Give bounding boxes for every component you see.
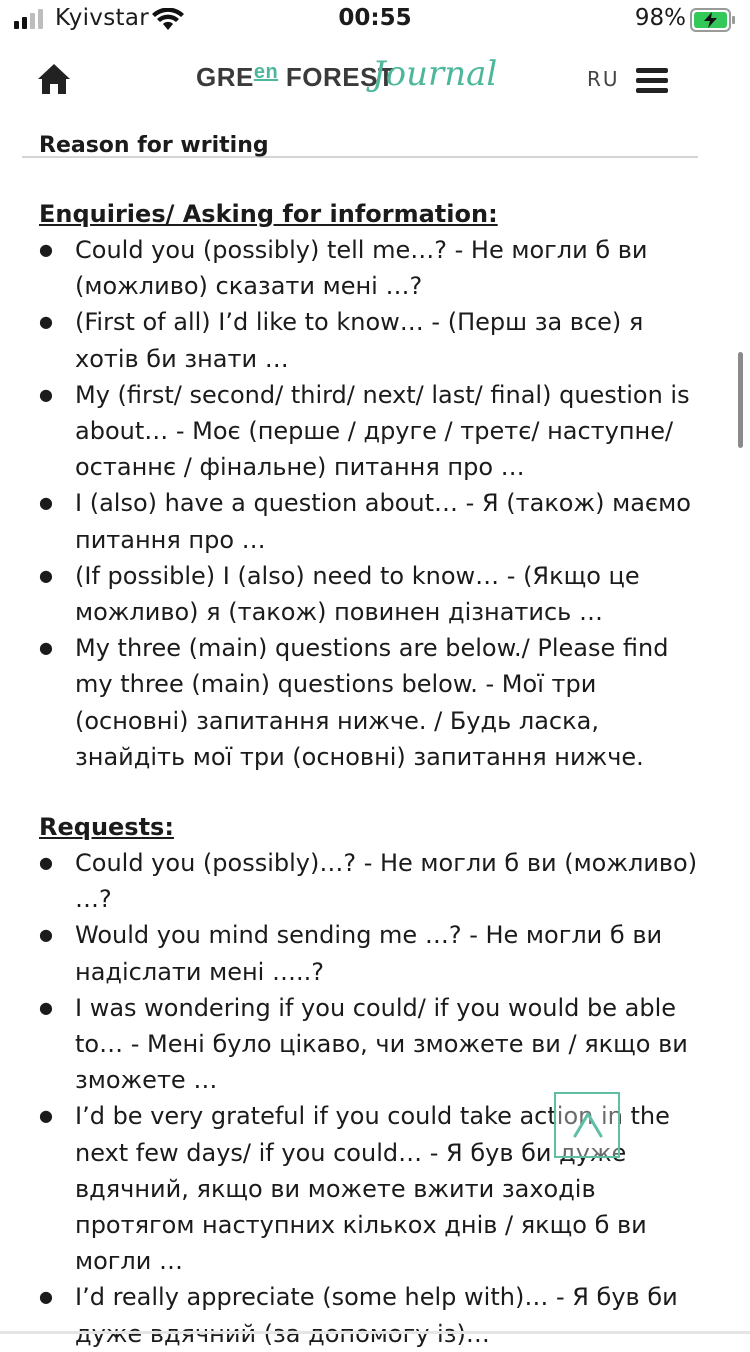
back-to-top-button[interactable] (554, 1092, 620, 1158)
list-item: ● I’d be very grateful if you could take action in the next few days/ if you could… - Я був би дуже вдячний, якщо ви можете вжити заходів протягом наступних кількох днів / якщо б ви могли … (39, 1098, 699, 1279)
list-item: ● (If possible) I (also) need to know… - (Якщо це можливо) я (також) повинен дізнатись … (39, 558, 699, 630)
battery-charging-icon (690, 8, 736, 32)
list-item: ● My three (main) questions are below./ Please find my three (main) questions below. - Мої три (основні) запитання нижче. / Будь ласка, знайдіть мої три (основні) запитання нижче. (39, 630, 699, 775)
enquiries-list (39, 232, 699, 775)
list-item: ● Could you (possibly) tell me…? - Не могли б ви (можливо) сказати мені …? (39, 232, 699, 304)
list-item: ● I was wondering if you could/ if you would be able to… - Мені було цікаво, чи зможете ви / якщо ви зможете … (39, 990, 699, 1099)
section-title-requests: Requests: (39, 813, 174, 842)
list-item: ● Could you (possibly)…? - Не могли б ви (можливо) …? (39, 845, 699, 917)
battery-percent: 98% (634, 5, 686, 31)
list-item: ● I’d really appreciate (some help with)… - Я був би (39, 1279, 699, 1351)
menu-icon[interactable] (636, 68, 668, 94)
clock: 00:55 (338, 5, 412, 31)
article-content (39, 126, 699, 1352)
logo-wordmark: $GRE^{en}$ FOREST (196, 61, 395, 92)
logo-script: Journal (372, 54, 498, 94)
scrollbar[interactable] (738, 352, 743, 448)
section-title-enquiries: Enquiries/ Asking for information: (39, 200, 498, 228)
home-icon[interactable] (36, 61, 72, 97)
list-item: ● (First of all) I’d like to know… - (Перш за все) я хотів би знати … (39, 304, 699, 376)
site-logo[interactable] (196, 54, 526, 104)
chevron-up-icon (572, 1108, 604, 1142)
status-bar (0, 0, 750, 40)
list-item: ● My (first/ second/ third/ next/ last/ final) question is about… - Моє (перше / друге / третє/ наступне/ останнє / фінальне) питання про … (39, 377, 699, 486)
list-item: ● Would you mind sending me …? - Не могли б ви надіслати мені …..? (39, 917, 699, 989)
subheading: Reason for writing (39, 133, 269, 158)
site-header (0, 40, 750, 118)
language-switch[interactable]: RU (587, 67, 620, 91)
carrier-name: Kyivstar (55, 5, 149, 31)
list-item: ● I (also) have a question about… - Я (також) маємо питання про … (39, 485, 699, 557)
